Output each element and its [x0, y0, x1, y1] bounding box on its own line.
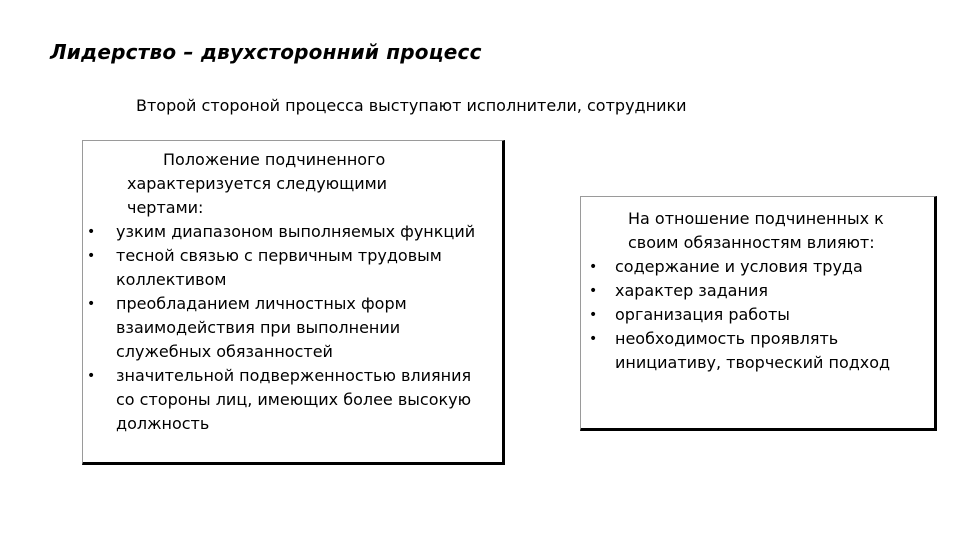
- list-item-text: тесной связью с первичным трудовым коллективом: [116, 246, 442, 289]
- list-item-text: организация работы: [615, 305, 790, 324]
- attitude-factors-intro: На отношение подчиненных к своим обязанностям влияют:: [628, 209, 884, 252]
- bullet-icon: •: [589, 307, 598, 323]
- list-item: [83, 364, 476, 436]
- subordinate-traits-list: [83, 220, 502, 436]
- subordinate-traits-box: [82, 140, 505, 465]
- list-item-text: значительной подверженностью влияния со стороны лиц, имеющих более высокую должность: [116, 366, 472, 433]
- attitude-factors-box: [580, 196, 937, 431]
- bullet-icon: •: [87, 224, 96, 240]
- list-item: [83, 244, 476, 292]
- bullet-icon: •: [589, 283, 598, 299]
- list-item: [581, 279, 925, 303]
- bullet-icon: •: [87, 368, 96, 384]
- bullet-icon: •: [87, 296, 96, 312]
- list-item: [83, 220, 476, 244]
- list-item: [83, 292, 476, 364]
- list-item-text: узким диапазоном выполняемых функций: [116, 222, 476, 241]
- slide-subtitle: Второй стороной процесса выступают исполнители, сотрудники: [136, 96, 687, 115]
- list-item-text: необходимость проявлять инициативу, творческий подход: [615, 329, 891, 372]
- slide-title: Лидерство – двухсторонний процесс: [50, 40, 482, 64]
- list-item-text: преобладанием личностных форм взаимодействия при выполнении служебных обязанностей: [116, 294, 407, 361]
- list-item-text: характер задания: [615, 281, 768, 300]
- list-item: [581, 327, 925, 375]
- bullet-icon: •: [589, 331, 598, 347]
- list-item: [581, 303, 925, 327]
- list-item-text: содержание и условия труда: [615, 257, 863, 276]
- bullet-icon: •: [589, 259, 598, 275]
- bullet-icon: •: [87, 248, 96, 264]
- attitude-factors-list: [581, 255, 934, 375]
- subordinate-traits-intro: Положение подчиненного характеризуется следующими чертами:: [127, 150, 388, 217]
- list-item: [581, 255, 925, 279]
